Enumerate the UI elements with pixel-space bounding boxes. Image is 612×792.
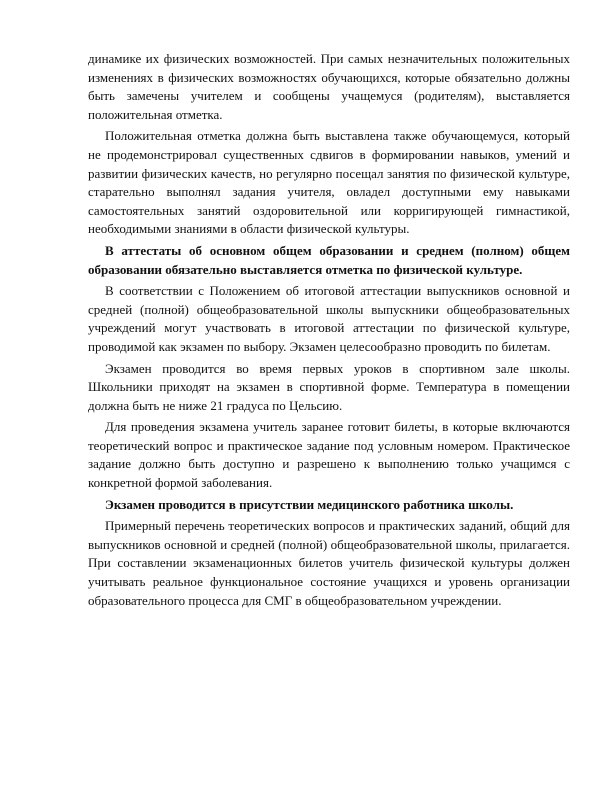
paragraph-4: В соответствии с Положением об итоговой аттестации выпускников основной и средней (полной) общеобразовательной школы выпускники общеобразовательных учреждений могут участвовать в итоговой аттестации по физической культуре, проводимой как экзамен по выбору. Экзамен целесообразно проводить по билетам.	[88, 283, 570, 354]
paragraph-1: динамике их физических возможностей. При самых незначительных положительных изменениях в физических возможностях обучающихся, которые обязательно должны быть замечены учителем и сообщены учащемуся (родителям), выставляется положительная отметка.	[88, 51, 570, 122]
paragraph-3-bold: В аттестаты об основном общем образовании и среднем (полном) общем образовании обязательно выставляется отметка по физической культуре.	[88, 242, 570, 277]
paragraph-5: Экзамен проводится во время первых уроков в спортивном зале школы. Школьники приходят на экзамен в спортивной форме. Температура в помещении должна быть не ниже 21 градуса по Цельсию.	[88, 360, 570, 413]
paragraph-6: Для проведения экзамена учитель заранее готовит билеты, в которые включаются теоретический вопрос и практическое задание под условным номером. Практическое задание должно быть доступно и разрешено к выполнению только учащимся с конкретной формой заболевания.	[88, 419, 570, 491]
document-page	[88, 50, 570, 613]
paragraph-8: Примерный перечень теоретических вопросов и практических заданий, общий для выпускников основной и средней (полной) общеобразовательной школы, прилагается. При составлении экзаменационных билетов учитель физической культуры должен учитывать реальное функциональное состояние учащихся и уровень организации образовательного процесса для СМГ в общеобразовательном учреждении.	[88, 518, 570, 608]
paragraph-7-bold: Экзамен проводится в присутствии медицинского работника школы.	[105, 496, 514, 512]
paragraph-2: Положительная отметка должна быть выставлена также обучающемуся, который не продемонстрировал существенных сдвигов в формировании навыков, умений и развитии физических качеств, но регулярно посещал занятия по физической культуре, старательно выполнял задания учителя, овладел доступными ему навыками самостоятельных занятий оздоровительной или корригирующей гимнастикой, необходимыми знаниями в области физической культуры.	[88, 128, 570, 237]
